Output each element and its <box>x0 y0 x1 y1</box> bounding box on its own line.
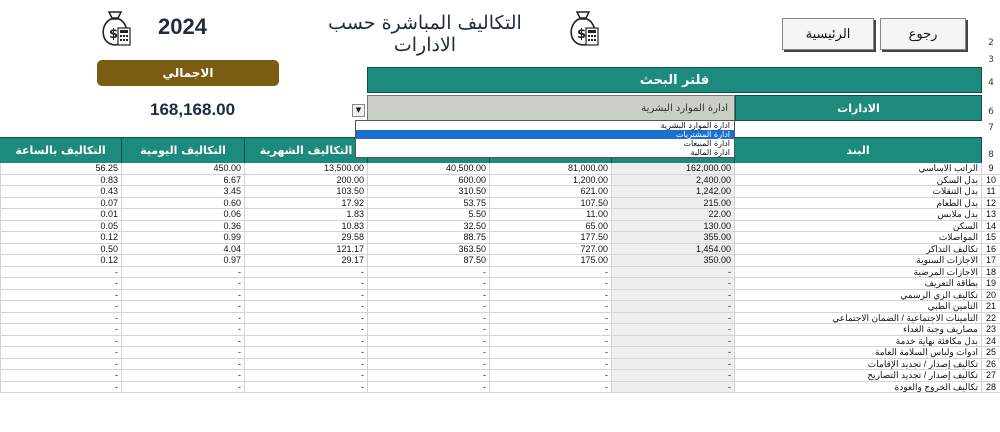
row-value-cell[interactable]: - <box>490 336 612 348</box>
row-value-cell[interactable]: 200.00 <box>245 175 368 187</box>
table-row <box>0 312 996 325</box>
row-value-cell[interactable]: 177.50 <box>490 232 612 244</box>
row-value-cell[interactable]: - <box>368 347 490 359</box>
row-value-cell[interactable]: - <box>0 313 122 325</box>
row-value-cell[interactable]: - <box>0 359 122 371</box>
row-value-cell[interactable]: - <box>612 301 735 313</box>
row-value-cell[interactable]: 1,454.00 <box>612 244 735 256</box>
row-item-name[interactable]: تكاليف إصدار / تجديد الإقامات <box>735 359 982 371</box>
department-label: الادارات <box>735 95 982 121</box>
row-number: 28 <box>982 382 1000 394</box>
row-value-cell[interactable]: 162,000.00 <box>612 163 735 175</box>
row-value-cell[interactable]: 0.06 <box>122 209 245 221</box>
row-value-cell[interactable]: 621.00 <box>490 186 612 198</box>
row-number: 11 <box>982 186 1000 198</box>
row-number: 15 <box>982 232 1000 244</box>
row-value-cell[interactable]: 0.12 <box>0 232 122 244</box>
row-value-cell[interactable]: 600.00 <box>368 175 490 187</box>
row-number: 9 <box>982 163 1000 175</box>
svg-text:$: $ <box>109 27 119 42</box>
row-value-cell[interactable]: 727.00 <box>490 244 612 256</box>
row-item-name[interactable]: تكاليف إصدار / تجديد التصاريح <box>735 370 982 382</box>
row-value-cell[interactable]: - <box>368 278 490 290</box>
row-value-cell[interactable]: 4.04 <box>122 244 245 256</box>
row-value-cell[interactable]: 350.00 <box>612 255 735 267</box>
row-number: 14 <box>982 221 1000 233</box>
row-value-cell[interactable]: 355.00 <box>612 232 735 244</box>
row-value-cell[interactable]: - <box>490 267 612 279</box>
row-value-cell[interactable]: - <box>245 382 368 394</box>
row-value-cell[interactable]: - <box>368 301 490 313</box>
total-label: الاجمالي <box>97 60 279 86</box>
row-number: 24 <box>982 336 1000 348</box>
row-value-cell[interactable]: 1.83 <box>245 209 368 221</box>
row-item-name[interactable]: بدل مكافئة نهاية خدمة <box>735 336 982 348</box>
table-row <box>0 370 996 382</box>
row-number: 25 <box>982 347 1000 359</box>
row-value-cell[interactable]: - <box>612 347 735 359</box>
row-value-cell[interactable]: 450.00 <box>122 163 245 175</box>
row-value-cell[interactable]: - <box>122 382 245 394</box>
row-value-cell[interactable]: 310.50 <box>368 186 490 198</box>
row-value-cell[interactable]: - <box>490 301 612 313</box>
row-value-cell[interactable]: - <box>612 336 735 348</box>
row-value-cell[interactable]: 10.83 <box>245 221 368 233</box>
row-value-cell[interactable]: - <box>245 370 368 382</box>
row-value-cell[interactable]: 0.43 <box>0 186 122 198</box>
row-number: 2 <box>988 38 994 48</box>
row-number: 20 <box>982 290 1000 302</box>
row-value-cell[interactable]: - <box>0 370 122 382</box>
row-value-cell[interactable]: - <box>122 267 245 279</box>
row-value-cell[interactable]: 107.50 <box>490 198 612 210</box>
row-value-cell[interactable]: - <box>612 313 735 325</box>
dropdown-option[interactable]: ادارة المشتريات <box>356 130 734 139</box>
row-item-name[interactable]: السكن <box>735 221 982 233</box>
row-value-cell[interactable]: - <box>490 382 612 394</box>
table-row <box>0 289 996 302</box>
row-value-cell[interactable]: 56.25 <box>0 163 122 175</box>
row-item-name[interactable]: المواصلات <box>735 232 982 244</box>
row-item-name[interactable]: تكاليف الزي الرسمي <box>735 290 982 302</box>
row-value-cell[interactable]: 1,242.00 <box>612 186 735 198</box>
row-value-cell[interactable]: - <box>0 301 122 313</box>
row-value-cell[interactable]: 0.50 <box>0 244 122 256</box>
row-value-cell[interactable]: 5.50 <box>368 209 490 221</box>
money-bag-calculator-icon <box>566 8 600 48</box>
row-value-cell[interactable]: - <box>490 324 612 336</box>
row-value-cell[interactable]: 22.00 <box>612 209 735 221</box>
row-value-cell[interactable]: - <box>368 290 490 302</box>
row-value-cell[interactable]: - <box>612 370 735 382</box>
row-value-cell[interactable]: 6.67 <box>122 175 245 187</box>
row-number: 8 <box>988 150 994 160</box>
table-row <box>0 266 996 279</box>
row-value-cell[interactable]: 0.99 <box>122 232 245 244</box>
row-value-cell[interactable]: - <box>245 278 368 290</box>
row-number: 13 <box>982 209 1000 221</box>
department-dropdown-list <box>355 120 735 158</box>
row-value-cell[interactable]: - <box>245 359 368 371</box>
row-value-cell[interactable]: - <box>245 301 368 313</box>
back-button[interactable]: رجوع <box>880 18 966 50</box>
row-value-cell[interactable]: 65.00 <box>490 221 612 233</box>
year-label: 2024 <box>158 14 207 39</box>
row-value-cell[interactable]: 0.97 <box>122 255 245 267</box>
dropdown-arrow-icon[interactable]: ▼ <box>352 104 365 117</box>
dropdown-option[interactable]: ادارة المالية <box>690 148 730 157</box>
row-value-cell[interactable]: - <box>490 347 612 359</box>
row-value-cell[interactable]: - <box>0 336 122 348</box>
svg-text:$: $ <box>577 27 587 42</box>
row-item-name[interactable]: الراتب الاساسي <box>735 163 982 175</box>
table-row <box>0 174 996 187</box>
row-value-cell[interactable]: - <box>612 290 735 302</box>
home-button[interactable]: الرئيسية <box>782 18 874 50</box>
row-value-cell[interactable]: - <box>122 324 245 336</box>
row-item-name[interactable]: تكاليف التذاكر <box>735 244 982 256</box>
row-value-cell[interactable]: 0.36 <box>122 221 245 233</box>
row-item-name[interactable]: الاجازات السنوية <box>735 255 982 267</box>
row-value-cell[interactable]: - <box>490 370 612 382</box>
row-number: 17 <box>982 255 1000 267</box>
row-value-cell[interactable]: 53.75 <box>368 198 490 210</box>
row-value-cell[interactable]: 175.00 <box>490 255 612 267</box>
row-value-cell[interactable]: - <box>368 370 490 382</box>
row-value-cell[interactable]: 1,200.00 <box>490 175 612 187</box>
row-value-cell[interactable]: 13,500.00 <box>245 163 368 175</box>
row-value-cell[interactable]: - <box>0 324 122 336</box>
total-value: 168,168.00 <box>150 100 236 119</box>
money-bag-calculator-icon <box>98 8 132 48</box>
row-value-cell[interactable]: - <box>612 359 735 371</box>
row-value-cell[interactable]: - <box>122 301 245 313</box>
row-value-cell[interactable]: 103.50 <box>245 186 368 198</box>
row-value-cell[interactable]: - <box>0 290 122 302</box>
row-number: 19 <box>982 278 1000 290</box>
column-header-daily: التكاليف اليومية <box>122 137 245 163</box>
row-value-cell[interactable]: 3.45 <box>122 186 245 198</box>
page-title: التكاليف المباشرة حسب الادارات <box>328 12 522 56</box>
row-value-cell[interactable]: 0.83 <box>0 175 122 187</box>
table-row <box>0 278 996 290</box>
row-value-cell[interactable]: - <box>245 324 368 336</box>
row-number: 12 <box>982 198 1000 210</box>
column-header-monthly: التكاليف الشهرية <box>245 137 368 163</box>
row-value-cell[interactable]: 40,500.00 <box>368 163 490 175</box>
row-value-cell[interactable]: - <box>612 267 735 279</box>
row-item-name[interactable]: بطاقة التعريف <box>735 278 982 290</box>
table-row <box>0 255 996 267</box>
row-value-cell[interactable]: - <box>245 336 368 348</box>
row-item-name[interactable]: ادوات ولباس السلامة العامة <box>735 347 982 359</box>
row-number: 22 <box>982 313 1000 325</box>
dropdown-option[interactable]: ادارة الموارد البشرية <box>660 121 730 130</box>
row-item-name[interactable]: بدل التنقلات <box>735 186 982 198</box>
row-value-cell[interactable]: 130.00 <box>612 221 735 233</box>
row-value-cell[interactable]: - <box>245 347 368 359</box>
table-row <box>0 358 996 371</box>
row-value-cell[interactable]: - <box>122 370 245 382</box>
table-row <box>0 209 996 221</box>
row-value-cell[interactable]: - <box>490 278 612 290</box>
row-value-cell[interactable]: - <box>122 278 245 290</box>
row-number: 26 <box>982 359 1000 371</box>
row-value-cell[interactable]: - <box>368 359 490 371</box>
row-value-cell[interactable]: - <box>612 324 735 336</box>
row-value-cell[interactable]: 87.50 <box>368 255 490 267</box>
row-value-cell[interactable]: - <box>368 313 490 325</box>
table-row <box>0 220 996 233</box>
row-item-name[interactable]: بدل الطعام <box>735 198 982 210</box>
row-number: 18 <box>982 267 1000 279</box>
table-row <box>0 163 994 175</box>
row-value-cell[interactable]: - <box>490 290 612 302</box>
row-item-name[interactable]: الاجازات المرضية <box>735 267 982 279</box>
row-value-cell[interactable]: 0.60 <box>122 198 245 210</box>
row-value-cell[interactable]: 17.92 <box>245 198 368 210</box>
table-row <box>0 347 996 359</box>
row-value-cell[interactable]: 81,000.00 <box>490 163 612 175</box>
row-item-name[interactable]: التأمينات الاجتماعية / الضمان الاجتماعي <box>735 313 982 325</box>
row-value-cell[interactable]: - <box>368 324 490 336</box>
row-number: 10 <box>982 175 1000 187</box>
department-select[interactable]: ادارة الموارد البشرية <box>367 95 735 121</box>
row-value-cell[interactable]: - <box>490 313 612 325</box>
row-item-name[interactable]: تكاليف الخروج والعودة <box>735 382 982 394</box>
row-value-cell[interactable]: 0.12 <box>0 255 122 267</box>
row-value-cell[interactable]: - <box>368 382 490 394</box>
row-value-cell[interactable]: - <box>612 382 735 394</box>
row-value-cell[interactable]: - <box>122 313 245 325</box>
row-number: 4 <box>988 78 994 88</box>
row-value-cell[interactable]: 0.01 <box>0 209 122 221</box>
column-header-hourly: التكاليف بالساعة <box>0 137 122 163</box>
table-row <box>0 335 996 348</box>
row-value-cell[interactable]: - <box>0 382 122 394</box>
row-value-cell[interactable]: - <box>122 347 245 359</box>
row-number: 7 <box>988 123 994 133</box>
row-value-cell[interactable]: - <box>612 278 735 290</box>
row-value-cell[interactable]: - <box>490 359 612 371</box>
table-row <box>0 232 996 244</box>
row-number: 23 <box>982 324 1000 336</box>
row-value-cell[interactable]: 29.58 <box>245 232 368 244</box>
row-value-cell[interactable]: - <box>245 290 368 302</box>
row-value-cell[interactable]: 88.75 <box>368 232 490 244</box>
row-number: 16 <box>982 244 1000 256</box>
row-value-cell[interactable]: - <box>122 336 245 348</box>
row-value-cell[interactable]: - <box>245 267 368 279</box>
row-value-cell[interactable]: 0.05 <box>0 221 122 233</box>
row-number: 6 <box>988 107 994 117</box>
row-number: 27 <box>982 370 1000 382</box>
row-value-cell[interactable]: - <box>122 359 245 371</box>
row-number: 21 <box>982 301 1000 313</box>
row-value-cell[interactable]: 215.00 <box>612 198 735 210</box>
table-row <box>0 186 996 198</box>
column-header-item: البند <box>735 137 982 163</box>
row-value-cell[interactable]: - <box>0 278 122 290</box>
row-item-name[interactable]: التأمين الطبي <box>735 301 982 313</box>
row-value-cell[interactable]: 0.07 <box>0 198 122 210</box>
row-value-cell[interactable]: - <box>368 336 490 348</box>
row-value-cell[interactable]: 11.00 <box>490 209 612 221</box>
table-row <box>0 243 996 256</box>
table-row <box>0 301 996 313</box>
dropdown-option[interactable]: ادارة المبيعات <box>683 139 730 148</box>
row-item-name[interactable]: بدل ملابس <box>735 209 982 221</box>
row-item-name[interactable]: مصاريف وجبة الغداء <box>735 324 982 336</box>
row-value-cell[interactable]: 2,400.00 <box>612 175 735 187</box>
row-value-cell[interactable]: - <box>0 267 122 279</box>
row-number: 3 <box>988 55 994 65</box>
row-value-cell[interactable]: - <box>122 290 245 302</box>
row-value-cell[interactable]: 121.17 <box>245 244 368 256</box>
row-value-cell[interactable]: 29.17 <box>245 255 368 267</box>
table-row <box>0 381 996 394</box>
row-item-name[interactable]: بدل السكن <box>735 175 982 187</box>
filter-title: فلتر البحث <box>367 67 982 93</box>
table-row <box>0 324 996 336</box>
row-value-cell[interactable]: - <box>245 313 368 325</box>
row-value-cell[interactable]: - <box>0 347 122 359</box>
row-value-cell[interactable]: - <box>368 267 490 279</box>
row-value-cell[interactable]: 32.50 <box>368 221 490 233</box>
table-row <box>0 197 996 210</box>
row-value-cell[interactable]: 363.50 <box>368 244 490 256</box>
